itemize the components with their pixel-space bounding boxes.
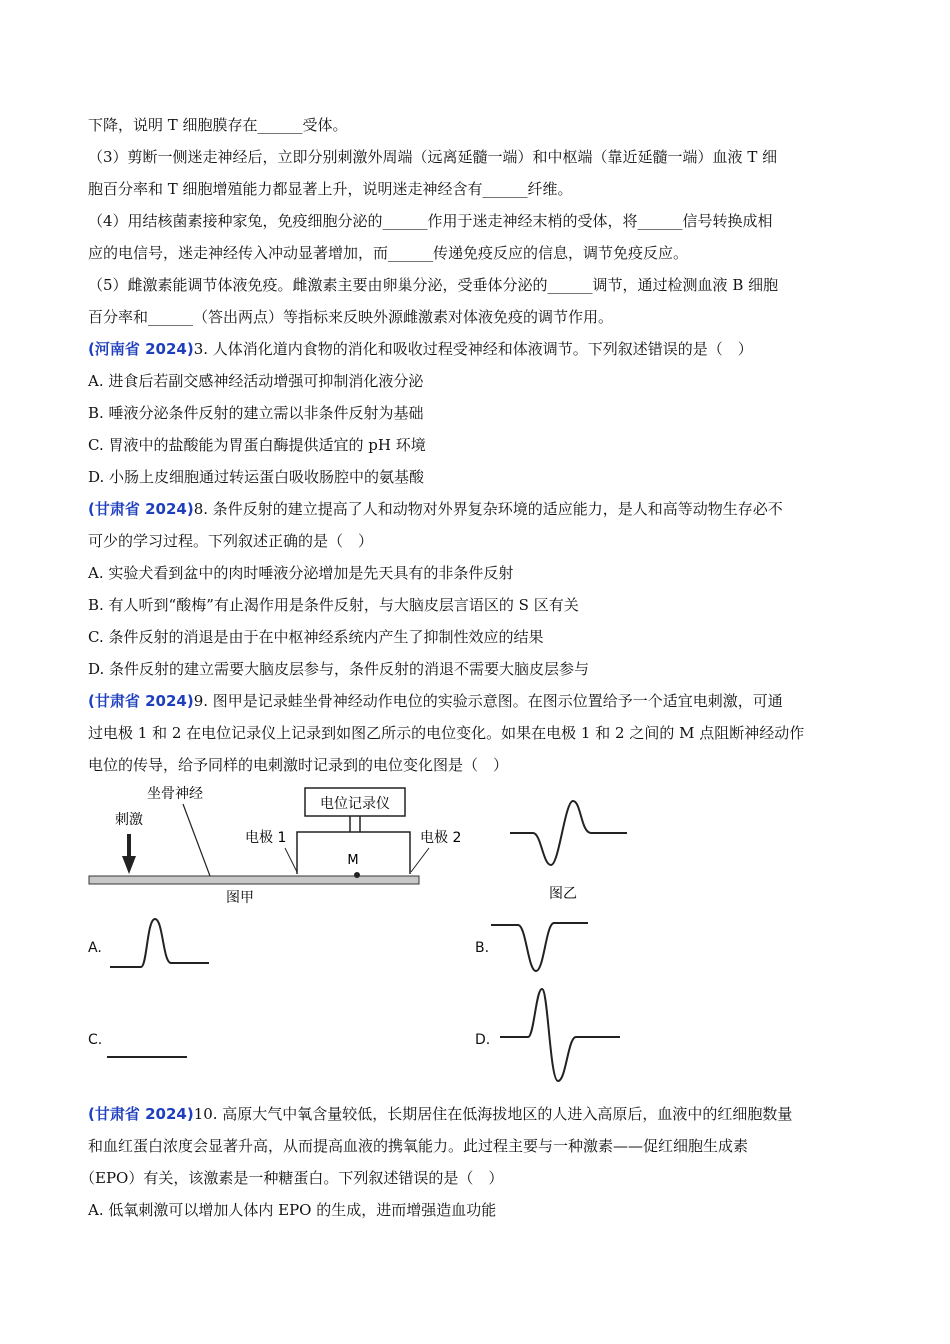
stimulus-arrow-head	[122, 856, 136, 874]
figure-yi-caption: 图乙	[549, 886, 577, 902]
electrode-2-pointer	[411, 848, 429, 872]
electrode-1-label: 电极 1	[245, 830, 287, 846]
nerve-label: 坐骨神经	[147, 786, 203, 802]
text-line: （3）剪断一侧迷走神经后，立即分别刺激外周端（远离延髓一端）和中枢端（靠近延髓一端）血液 T 细	[88, 148, 778, 166]
text-line: （5）雌激素能调节体液免疫。雌激素主要由卵巢分泌，受垂体分泌的______调节，通过检测血液 B 细胞	[88, 276, 779, 294]
option-d-label: D.	[475, 1032, 491, 1048]
option-a: A. 实验犬看到盆中的肉时唾液分泌增加是先天具有的非条件反射	[88, 564, 514, 582]
option-c-waveform	[105, 1045, 190, 1065]
electrode-2-label: 电极 2	[420, 830, 462, 846]
question-text: 8. 条件反射的建立提高了人和动物对外界复杂环境的适应能力，是人和高等动物生存必不	[193, 500, 783, 518]
option-d: D. 小肠上皮细胞通过转运蛋白吸收肠腔中的氨基酸	[88, 468, 425, 486]
point-m-dot	[354, 872, 360, 878]
stimulus-label: 刺激	[115, 812, 143, 828]
question-8-stem	[88, 498, 863, 520]
figure-jia-caption: 图甲	[226, 890, 254, 906]
option-a: A. 低氧刺激可以增加人体内 EPO 的生成，进而增强造血功能	[88, 1201, 497, 1219]
option-b: B. 有人听到“酸梅”有止渴作用是条件反射，与大脑皮层言语区的 S 区有关	[88, 596, 579, 614]
question-10-stem-cont: 和血红蛋白浓度会显著升高，从而提高血液的携氧能力。此过程主要与一种激素——促红细胞生成素	[88, 1137, 749, 1155]
option-a-waveform	[105, 915, 215, 975]
option-c-label: C.	[88, 1032, 103, 1048]
option-d: D. 条件反射的建立需要大脑皮层参与，条件反射的消退不需要大脑皮层参与	[88, 660, 590, 678]
question-3-stem	[88, 338, 863, 360]
question-source: (甘肃省 2024)	[88, 692, 194, 710]
upward-peak-trace	[110, 919, 209, 967]
question-10-stem	[88, 1103, 863, 1125]
electrode-1-pointer	[285, 848, 297, 872]
option-c: C. 胃液中的盐酸能为胃蛋白酶提供适宜的 pH 环境	[88, 436, 426, 454]
question-source: (甘肃省 2024)	[88, 500, 194, 518]
downward-peak-trace	[491, 923, 588, 971]
question-10-stem-cont: （EPO）有关，该激素是一种糖蛋白。下列叙述错误的是（ ）	[80, 1169, 504, 1187]
text-line: 应的电信号，迷走神经传入冲动显著增加，而______传递免疫反应的信息，调节免疫反应。	[88, 244, 689, 262]
question-9-stem-cont: 过电极 1 和 2 在电位记录仪上记录到如图乙所示的电位变化。如果在电极 1 和 2 之间的 M 点阻断神经动作	[88, 724, 805, 742]
sciatic-nerve-bar	[89, 876, 419, 884]
recorder-label: 电位记录仪	[320, 796, 390, 812]
question-8-stem-cont: 可少的学习过程。下列叙述正确的是（ ）	[88, 532, 374, 550]
figure-yi-waveform	[505, 795, 635, 905]
text-line: 百分率和______（答出两点）等指标来反映外源雌激素对体液免疫的调节作用。	[88, 308, 614, 326]
option-a-label: A.	[88, 940, 102, 956]
question-text: 10. 高原大气中氧含量较低，长期居住在低海拔地区的人进入高原后，血液中的红细胞数量	[193, 1105, 793, 1123]
biphasic-trace	[510, 801, 627, 865]
option-c: C. 条件反射的消退是由于在中枢神经系统内产生了抑制性效应的结果	[88, 628, 544, 646]
text-line: 下降，说明 T 细胞膜存在______受体。	[88, 116, 348, 134]
question-source: (甘肃省 2024)	[88, 1105, 194, 1123]
text-line: 胞百分率和 T 细胞增殖能力都显著上升，说明迷走神经含有______纤维。	[88, 180, 573, 198]
option-b-label: B.	[475, 940, 490, 956]
point-m-label: M	[347, 853, 359, 868]
option-d-waveform	[498, 985, 623, 1085]
text-line: （4）用结核菌素接种家兔，免疫细胞分泌的______作用于迷走神经末梢的受体，将______信号转换成相	[88, 212, 773, 230]
figure-jia-nerve-setup	[85, 780, 480, 910]
option-b-waveform	[488, 915, 593, 980]
question-text: 3. 人体消化道内食物的消化和吸收过程受神经和体液调节。下列叙述错误的是（ ）	[193, 340, 753, 358]
nerve-label-pointer	[183, 804, 210, 876]
question-source: (河南省 2024)	[88, 340, 194, 358]
biphasic-trace	[500, 989, 620, 1081]
question-9-stem	[88, 690, 863, 712]
question-9-stem-cont: 电位的传导，给予同样的电刺激时记录到的电位变化图是（ ）	[88, 756, 509, 774]
option-b: B. 唾液分泌条件反射的建立需以非条件反射为基础	[88, 404, 424, 422]
option-a: A. 进食后若副交感神经活动增强可抑制消化液分泌	[88, 372, 424, 390]
question-text: 9. 图甲是记录蛙坐骨神经动作电位的实验示意图。在图示位置给予一个适宜电刺激，可通	[193, 692, 783, 710]
